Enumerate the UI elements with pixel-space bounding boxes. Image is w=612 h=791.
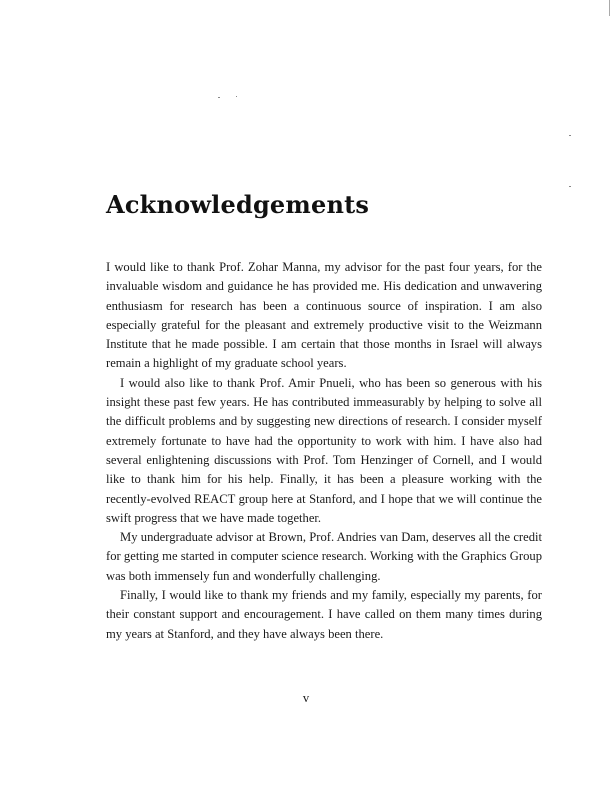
paragraph-advisor: I would like to thank Prof. Zohar Manna, my advisor for the past four years, for the invaluable wisdom and guidance he has provided me. His dedication and unwavering enthusiasm for research has been a continuous source of inspiration. I am also especially grateful for the pleasant and extremely productive visit to the Weizmann Institute that he made possible. I am certain that those months in Israel will always remain a highlight of my graduate school years. [106,260,542,371]
page-number: v [302,691,310,705]
scan-edge-mark [609,0,610,16]
scan-speck [218,97,220,98]
scan-speck [236,96,237,97]
page-title: Acknowledgements [106,190,370,219]
paragraph-van-dam: My undergraduate advisor at Brown, Prof. Andries van Dam, deserves all the credit for getting me started in computer science research. Working with the Graphics Group was both immensely fun and wonderfully challenging. [106,530,542,583]
scan-speck [569,135,571,136]
paragraph-pnueli: I would also like to thank Prof. Amir Pnueli, who has been so generous with his insight these past few years. He has contributed immeasurably by helping to solve all the difficult problems and by suggesting new directions of research. I consider myself extremely fortunate to have had the opportunity to work with him. I have also had several enlightening discussions with Prof. Tom Henzinger of Cornell, and I would like to thank him for his help. Finally, it has been a pleasure working with the recently-evolved REACT group here at Stanford, and I hope that we will continue the swift progress that we have made together. [106,375,542,525]
acknowledgements-body [106,258,542,644]
paragraph-family: Finally, I would like to thank my friends and my family, especially my parents, for their constant support and encouragement. I have called on them many times during my years at Stanford, and they have always been there. [106,588,542,641]
scan-speck [569,186,571,187]
